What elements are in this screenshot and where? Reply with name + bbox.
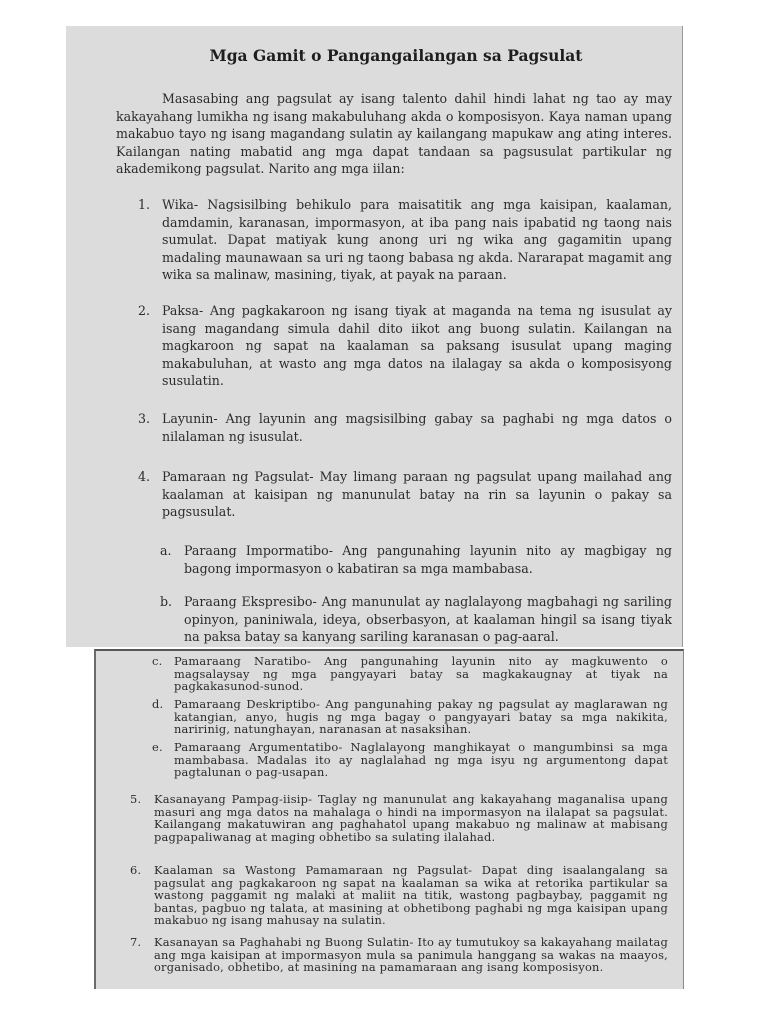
intro-paragraph bbox=[116, 90, 672, 178]
sub-item-text: Paraang Ekspresibo- Ang manunulat ay naglalayong magbahagi ng sariling opinyon, paniniwala, ideya, obserbasyon, at kaalaman hingil sa isang tiyak na paksa batay sa kanyang sariling karanasan o pag-aaral. bbox=[184, 594, 672, 645]
item-text: Pamaraan ng Pagsulat- May limang paraan ng pagsulat upang mailahad ang kaalaman at kaisipan ng manunulat batay na rin sa layunin o pakay sa pagsusulat. bbox=[162, 469, 672, 520]
item-number: 2. bbox=[138, 303, 151, 318]
list-item bbox=[130, 793, 668, 843]
sub-list-item bbox=[152, 741, 668, 779]
item-text: Kasanayang Pampag-iisip- Taglay ng manunulat ang kakayahang maganalisa upang masuri ang mga datos na mahalaga o hindi na impormasyon na ilalapat sa pagsulat. Kailangang makatuwiran ang paghahatol upang makabuo ng malinaw at mabisang pagpapaliwanag at maging obhetibo sa sulating ilalahad. bbox=[154, 792, 668, 844]
sub-item-letter: c. bbox=[152, 654, 163, 668]
sub-item-letter: b. bbox=[160, 594, 173, 609]
sub-list-item bbox=[160, 542, 672, 577]
item-number: 4. bbox=[138, 469, 151, 484]
list-item bbox=[130, 864, 668, 927]
sub-item-letter: d. bbox=[152, 697, 164, 711]
list-item bbox=[138, 196, 672, 284]
item-number: 3. bbox=[138, 411, 151, 426]
sub-item-letter: e. bbox=[152, 740, 163, 754]
item-text: Kasanayan sa Paghahabi ng Buong Sulatin- Ito ay tumutukoy sa kakayahang mailatag ang mga kaisipan at impormasyon mula sa panimula hanggang sa wakas na maayos, organisado, obhetibo, at masining na pamamaraan ang isang komposisyon. bbox=[154, 935, 668, 975]
list-item bbox=[138, 410, 672, 445]
item-number: 1. bbox=[138, 197, 151, 212]
item-text: Layunin- Ang layunin ang magsisilbing gabay sa paghabi ng mga datos o nilalaman ng isusulat. bbox=[162, 411, 672, 444]
intro-text: Masasabing ang pagsulat ay isang talento dahil hindi lahat ng tao ay may kakayahang lumikha ng isang makabuluhang akda o komposisyon. Kaya naman upang makabuo tayo ng isang magandang sulatin ay kailangang mapukaw ang ating interes. Kailangan nating mabatid ang mga dapat tandaan sa pagsusulat partikular ng akademikong pagsulat. Narito ang mga iilan: bbox=[116, 91, 672, 177]
sub-item-text: Pamaraang Naratibo- Ang pangunahing layunin nito ay magkuwento o magsalaysay ng mga pangyayari batay sa magkakaugnay at tiyak na pagkakasunod-sunod. bbox=[174, 654, 668, 694]
item-text: Kaalaman sa Wastong Pamamaraan ng Pagsulat- Dapat ding isaalangalang sa pagsulat ang pagkakaroon ng sapat na kaalaman sa wika at retorika partikular sa wastong paggamit ng malaki at maliit na titik, wastong pagbaybay, paggamit ng bantas, pagbuo ng talata, at masining at obhetibong paghabi ng mga kaisipan upang makabuo ng isang mahusay na sulatin. bbox=[154, 863, 668, 928]
sub-item-letter: a. bbox=[160, 543, 172, 558]
item-number: 7. bbox=[130, 935, 142, 949]
document-title: Mga Gamit o Pangangailangan sa Pagsulat bbox=[209, 46, 583, 65]
list-item bbox=[138, 302, 672, 390]
item-text: Wika- Nagsisilbing behikulo para maisatitik ang mga kaisipan, kaalaman, damdamin, karanasan, impormasyon, at iba pang nais ipabatid ng taong nais sumulat. Dapat matiyak kung anong uri ng wika ang gagamitin upang madaling maunawaan sa uri ng taong babasa ng akda. Nararapat magamit ang wika sa malinaw, masining, tiyak, at payak na paraan. bbox=[162, 197, 672, 283]
sub-list-item bbox=[152, 655, 668, 693]
sub-list-item bbox=[160, 593, 672, 646]
item-text: Paksa- Ang pagkakaroon ng isang tiyak at maganda na tema ng isusulat ay isang magandang simula dahil dito iikot ang buong sulatin. Kailangan na magkaroon ng sapat na kaalaman sa paksang isusulat upang maging makabuluhan, at wasto ang mga datos na ilalagay sa akda o komposisyong susulatin. bbox=[162, 303, 672, 389]
sub-item-text: Pamaraang Deskriptibo- Ang pangunahing pakay ng pagsulat ay maglarawan ng katangian, anyo, hugis ng mga bagay o pangyayari batay sa mga nakikita, naririnig, natunghayan, naranasan at nasaksihan. bbox=[174, 697, 668, 737]
item-number: 6. bbox=[130, 863, 142, 877]
sub-list-item bbox=[152, 698, 668, 736]
list-item bbox=[130, 936, 668, 974]
list-item bbox=[138, 468, 672, 521]
item-number: 5. bbox=[130, 792, 142, 806]
sub-item-text: Pamaraang Argumentatibo- Naglalayong manghikayat o mangumbinsi sa mga mambabasa. Madalas ito ay naglalahad ng mga isyu ng argumentong dapat pagtalunan o pag-usapan. bbox=[174, 740, 668, 780]
sub-item-text: Paraang Impormatibo- Ang pangunahing layunin nito ay magbigay ng bagong impormasyon o kabatiran sa mga mambabasa. bbox=[184, 543, 672, 576]
